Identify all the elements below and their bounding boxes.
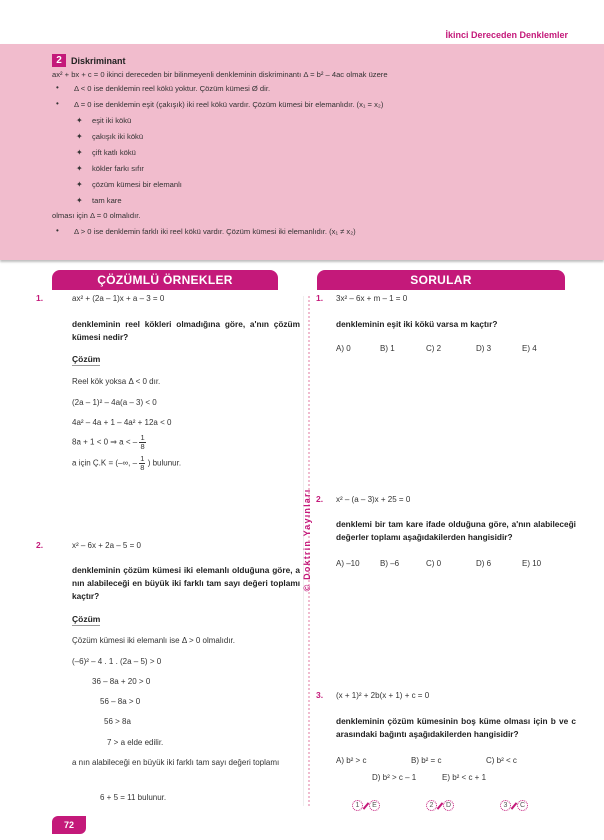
page-number: 72 — [52, 816, 86, 834]
option-e[interactable]: E) 10 — [522, 559, 542, 568]
bullet-text: Δ = 0 ise denklemin eşit (çakışık) iki reel kökü vardır. Çözüm kümesi bir elemanlıdır. (x₁ = x₂) — [74, 100, 384, 109]
question-number: 2. — [316, 494, 324, 504]
solution-step: 56 > 8a — [104, 717, 131, 726]
solution-step: Çözüm kümesi iki elemanlı ise Δ > 0 olmalıdır. — [72, 636, 235, 645]
info-box-title: Diskriminant — [71, 55, 126, 66]
intro-text: ax² + bx + c = 0 ikinci dereceden bir bilinmeyenli denkleminin diskriminantı Δ = b² – 4ac olmak üzere — [52, 70, 388, 79]
condition-text: olması için Δ = 0 olmalıdır. — [52, 211, 141, 220]
example-question: denkleminin reel kökleri olmadığına göre, a'nın çözüm kümesi nedir? — [72, 319, 300, 342]
publisher-brand: © Doktrin Yayınları — [302, 488, 312, 592]
solution-step — [72, 434, 146, 451]
option-c[interactable]: C) 0 — [426, 559, 442, 568]
question-text: denkleminin eşit iki kökü varsa m kaçtır? — [336, 319, 498, 329]
sub-item: kökler farkı sıfır — [92, 164, 144, 173]
solution-conclusion: a nın alabileceği en büyük iki farklı tam sayı değeri toplamı — [72, 758, 280, 767]
bullet-icon: • — [56, 99, 59, 108]
fraction: $\frac{1}{8}$ — [140, 454, 145, 472]
answer-key-2: 2 D — [426, 800, 454, 811]
answer-key-3: 3 C — [500, 800, 528, 811]
questions-header: SORULAR — [317, 270, 565, 290]
question-number: 3. — [316, 690, 324, 700]
star-icon: ✦ — [76, 116, 83, 125]
example-number: 1. — [36, 293, 44, 303]
info-box-heading — [52, 54, 126, 67]
answer-options — [336, 756, 517, 765]
solution-step: 7 > a elde edilir. — [107, 738, 164, 747]
solution-result: 6 + 5 = 11 bulunur. — [100, 793, 167, 802]
step-text: 8a + 1 < 0 ⇒ a < – — [72, 437, 138, 447]
section-number-badge: 2 — [52, 54, 66, 67]
solution-step: (–6)² – 4 . 1 . (2a – 5) > 0 — [72, 657, 162, 666]
star-icon: ✦ — [76, 196, 83, 205]
option-b[interactable]: B) b² = c — [411, 756, 442, 765]
solution-step: 4a² – 4a + 1 – 4a² + 12a < 0 — [72, 418, 172, 427]
star-icon: ✦ — [76, 148, 83, 157]
question-equation: (x + 1)² + 2b(x + 1) + c = 0 — [336, 691, 430, 700]
solution-label: Çözüm — [72, 614, 101, 624]
example-question: denkleminin çözüm kümesi iki elemanlı olduğuna göre, a nın alabileceği en büyük iki farklı tam sayı değeri toplamı kaçtır? — [72, 565, 300, 601]
example-equation: x² – 6x + 2a – 5 = 0 — [72, 541, 141, 550]
option-d[interactable]: D) b² > c – 1 — [372, 773, 417, 782]
question-equation: x² – (a – 3)x + 25 = 0 — [336, 495, 411, 504]
option-e[interactable]: E) b² < c + 1 — [442, 773, 487, 782]
sub-item: çakışık iki kökü — [92, 132, 144, 141]
sub-item: çözüm kümesi bir elemanlı — [92, 180, 182, 189]
bullet-text: Δ < 0 ise denklemin reel kökü yoktur. Çözüm kümesi Ø dir. — [74, 84, 271, 93]
star-icon: ✦ — [76, 132, 83, 141]
question-number: 1. — [316, 293, 324, 303]
solution-step: 36 – 8a + 20 > 0 — [92, 677, 151, 686]
example-number: 2. — [36, 540, 44, 550]
option-b[interactable]: B) –6 — [380, 559, 400, 568]
answer-options — [372, 773, 486, 782]
question-text: denklemi bir tam kare ifade olduğuna göre, a'nın alabileceği değerler toplamı aşağıdakilerden hangisidir? — [336, 519, 576, 542]
option-c[interactable]: C) 2 — [426, 344, 442, 353]
option-b[interactable]: B) 1 — [380, 344, 395, 353]
option-d[interactable]: D) 3 — [476, 344, 492, 353]
option-a[interactable]: A) b² > c — [336, 756, 367, 765]
example-equation: ax² + (2a – 1)x + a – 3 = 0 — [72, 294, 165, 303]
question-equation: 3x² – 6x + m – 1 = 0 — [336, 294, 408, 303]
solution-step: (2a – 1)² – 4a(a – 3) < 0 — [72, 398, 157, 407]
star-icon: ✦ — [76, 164, 83, 173]
option-a[interactable]: A) 0 — [336, 344, 351, 353]
fraction: $\frac{1}{8}$ — [140, 433, 145, 451]
solved-examples-header: ÇÖZÜMLÜ ÖRNEKLER — [52, 270, 278, 290]
question-text: denkleminin çözüm kümesinin boş küme olması için b ve c arasındaki bağıntı aşağıdakilerden hangisidir? — [336, 716, 576, 739]
solution-step — [72, 455, 181, 472]
option-e[interactable]: E) 4 — [522, 344, 537, 353]
step-text: ) bulunur. — [147, 458, 182, 468]
bullet-icon: • — [56, 83, 59, 92]
option-a[interactable]: A) –10 — [336, 559, 360, 568]
chapter-title: İkinci Dereceden Denklemler — [445, 30, 568, 40]
option-d[interactable]: D) 6 — [476, 559, 492, 568]
sub-item: çift katlı kökü — [92, 148, 136, 157]
info-box — [0, 44, 604, 260]
option-c[interactable]: C) b² < c — [486, 756, 517, 765]
answer-options — [336, 344, 537, 353]
sub-item: tam kare — [92, 196, 122, 205]
star-icon: ✦ — [76, 180, 83, 189]
bullet-icon: • — [56, 226, 59, 235]
bullet-text: Δ > 0 ise denklemin farklı iki reel kökü vardır. Çözüm kümesi iki elemanlıdır. (x₁ ≠ x₂) — [74, 227, 356, 236]
solution-step: Reel kök yoksa Δ < 0 dır. — [72, 377, 161, 386]
answer-options — [336, 559, 541, 568]
step-text: a için Ç.K = (–∞, – — [72, 458, 138, 468]
solution-label: Çözüm — [72, 354, 101, 364]
solution-step: 56 – 8a > 0 — [100, 697, 141, 706]
sub-item: eşit iki kökü — [92, 116, 132, 125]
answer-key-1: 1 E — [352, 800, 380, 811]
